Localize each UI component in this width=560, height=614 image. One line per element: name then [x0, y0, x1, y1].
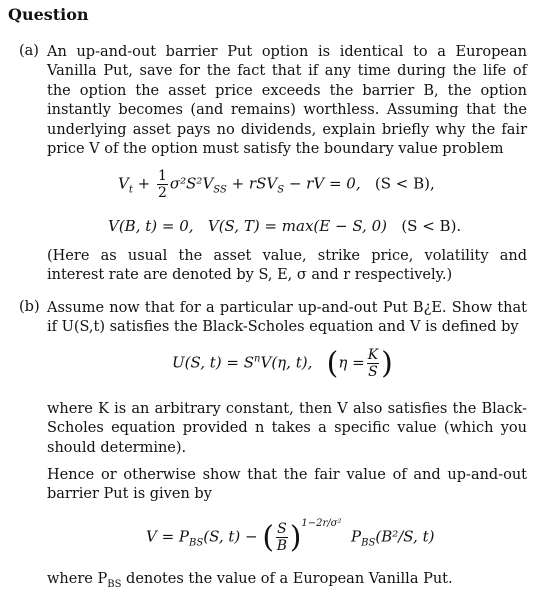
equation-1: $V_t$ + $\frac{1}{2}$ $\sigma^2S^2V_{SS} + rSV_S$ − rV = 0, (S < B),	[118, 168, 435, 201]
equation-3: U(S, $t) = S^nV(\eta$, t), (η = $\frac{K}{S}$ )	[172, 346, 393, 381]
part-a-note: (Here as usual the asset value, strike price, volatility and interest rate are denoted by S, E, σ and r respectively.)	[47, 248, 527, 284]
question-heading: Question	[8, 5, 89, 24]
part-b-text-4: where $P_{BS}$ denotes the value of a European Vanilla Put.	[47, 571, 453, 590]
part-a-text: An up-and-out barrier Put option is identical to a European Vanilla Put, save for the fact that if any time during the life of the option the asset price exceeds the barrier B, the option instantly becomes (and remains) worthless. Assuming that the underlying asset pays no dividends, explain briefly why the fair price V of the option must satisfy the boundary value problem	[47, 44, 527, 158]
part-a-label: (a)	[19, 43, 39, 59]
part-b-text-1: Assume now that for a particular up-and-out Put B¿E. Show that if U(S,t) satisfies the Black-Scholes equation and V is defined by	[47, 300, 527, 336]
part-b-label: (b)	[19, 299, 40, 315]
part-b-text-2: where K is an arbitrary constant, then V also satisfies the Black-Scholes equation provided n takes a specific value (which you should determine).	[47, 401, 527, 456]
part-b-text-3: Hence or otherwise show that the fair value of and up-and-out barrier Put is given by	[47, 467, 527, 503]
equation-4: $V = P_{BS}(S$, t) − ( $\frac{S}{B}$ )$^{1-2r/\sigma^2}$ $P_{BS}(B^2/S$, t)	[146, 517, 435, 555]
equation-2: V(B, t) = 0, V(S, T) = max(E − S, 0) (S < B).	[108, 217, 462, 235]
